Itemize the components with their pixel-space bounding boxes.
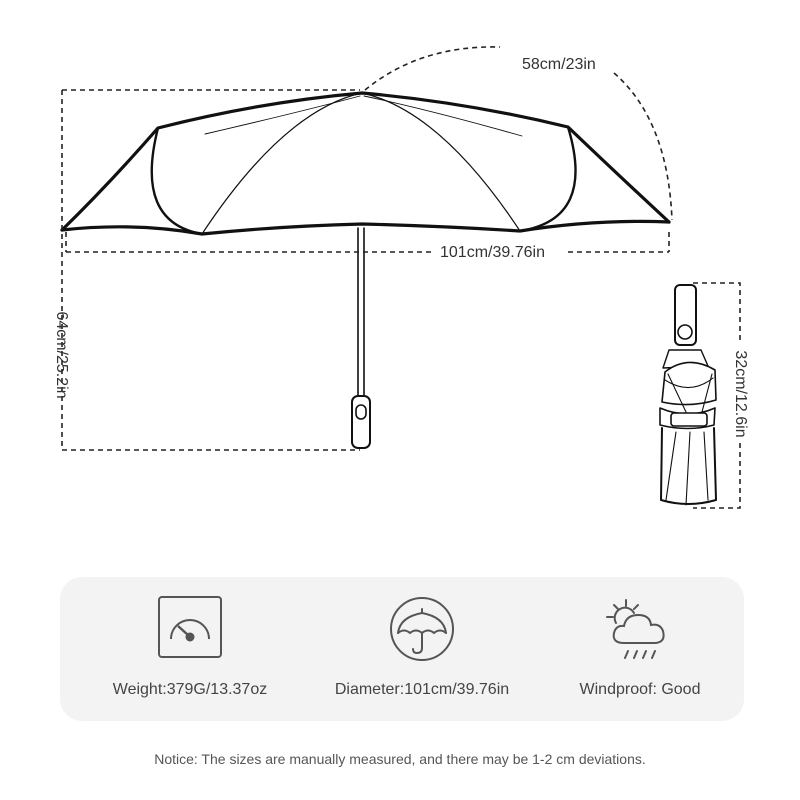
open-umbrella-illustration [62, 93, 669, 448]
feature-diameter [322, 577, 522, 721]
open-width-label: 101cm/39.76in [440, 244, 545, 261]
dimension-lines [62, 47, 740, 508]
weight-label: Weight:379G/13.37oz [112, 681, 268, 698]
features-panel [60, 577, 744, 721]
umbrella-icon [386, 595, 458, 670]
sun-rain-cloud-icon [604, 595, 676, 670]
folded-length-label: 32cm/12.6in [732, 350, 749, 438]
open-height-label: 64cm/25.2in [53, 311, 70, 399]
windproof-label: Windproof: Good [579, 681, 701, 698]
diameter-label: Diameter:101cm/39.76in [334, 681, 510, 698]
folded-umbrella-illustration [660, 285, 716, 505]
canopy-arc-label: 58cm/23in [522, 56, 596, 73]
measurement-notice: Notice: The sizes are manually measured, and there may be 1-2 cm deviations. [154, 751, 646, 767]
feature-weight [90, 577, 290, 721]
gauge-icon [157, 595, 223, 664]
feature-windproof [540, 577, 740, 721]
